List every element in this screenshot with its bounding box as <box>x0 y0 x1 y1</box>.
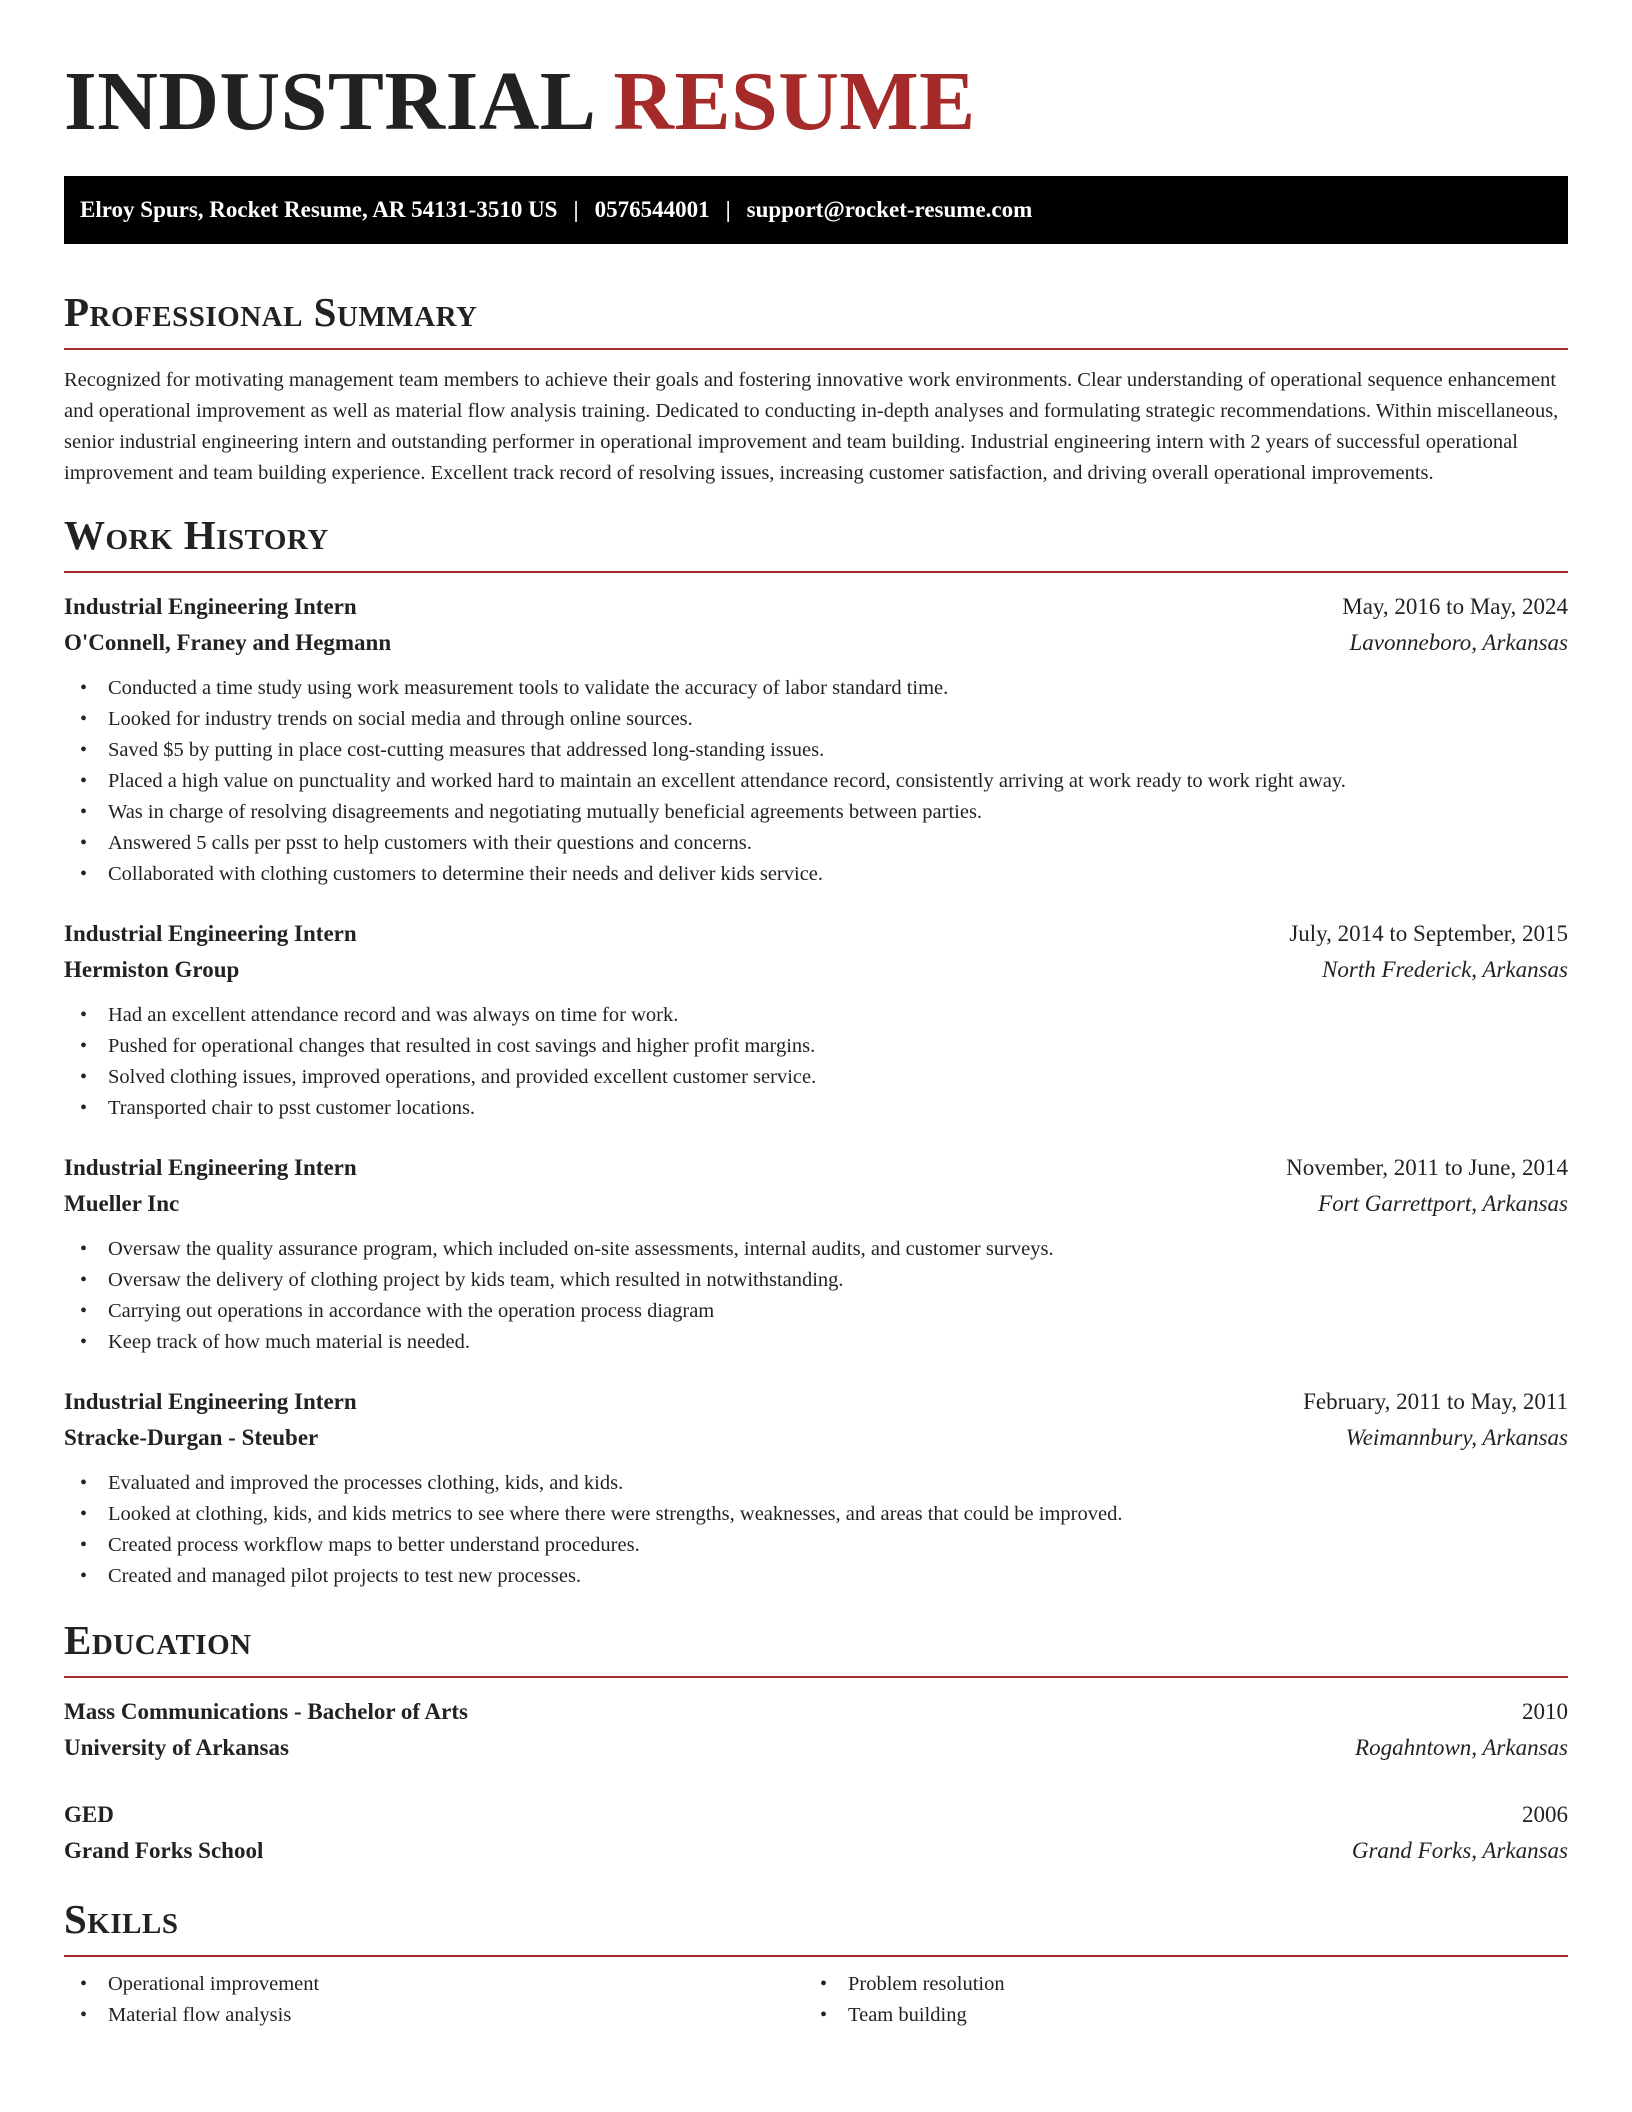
list-item: • Oversaw the quality assurance program, which included on-site assessments, internal audits, and customer surveys. <box>64 1234 1568 1265</box>
list-item: • Looked at clothing, kids, and kids metrics to see where there were strengths, weaknesses, and areas that could be improved. <box>64 1499 1568 1530</box>
education-school-row <box>64 1730 1568 1766</box>
job-dates: November, 2011 to June, 2014 <box>1286 1155 1568 1180</box>
list-item: • Conducted a time study using work measurement tools to validate the accuracy of labor standard time. <box>64 673 1568 704</box>
education-heading: Education <box>64 1617 252 1663</box>
job-company-row <box>64 625 1568 661</box>
education-year: 2010 <box>1522 1699 1568 1724</box>
list-item: • Created process workflow maps to better understand procedures. <box>64 1530 1568 1561</box>
contact-separator: | <box>573 197 579 222</box>
list-item: • Had an excellent attendance record and was always on time for work. <box>64 1000 1568 1031</box>
job-dates: July, 2014 to September, 2015 <box>1289 921 1568 946</box>
education-year: 2006 <box>1522 1802 1568 1827</box>
list-item: • Created and managed pilot projects to test new processes. <box>64 1561 1568 1592</box>
skills-left-column <box>64 1969 804 2031</box>
education-school: Grand Forks School <box>64 1838 264 1863</box>
education-location: Grand Forks, Arkansas <box>1351 1838 1568 1863</box>
education-school: University of Arkansas <box>64 1735 289 1760</box>
job-title: Industrial Engineering Intern <box>64 1389 357 1414</box>
job-bullets <box>64 1234 1568 1358</box>
work-history-section <box>64 511 1568 1592</box>
list-item: • Placed a high value on punctuality and worked hard to maintain an excellent attendance record, consistently arriving at work ready to work right away. <box>64 766 1568 797</box>
summary-text: Recognized for motivating management team members to achieve their goals and fostering innovative work environments. Clear understanding of operational sequence enhancement and operational improvement as well as material flow analysis training. Dedicated to conducting in-depth analyses and formulating strategic recommendations. Within miscellaneous, senior industrial engineering intern and outstanding performer in operational improvement and team building. Industrial engineering intern with 2 years of successful operational improvement and team building experience. Excellent track record of resolving issues, increasing customer satisfaction, and driving overall operational improvements. <box>64 369 1559 484</box>
list-item: • Keep track of how much material is needed. <box>64 1327 1568 1358</box>
education-entry <box>64 1797 1568 1869</box>
job-bullets <box>64 673 1568 890</box>
skills-heading: Skills <box>64 1896 179 1942</box>
skills-section <box>64 1895 1568 2031</box>
job-location: Fort Garrettport, Arkansas <box>1318 1191 1568 1216</box>
job-company: Stracke-Durgan - Steuber <box>64 1425 319 1450</box>
contact-separator: | <box>725 197 731 222</box>
list-item: • Looked for industry trends on social media and through online sources. <box>64 704 1568 735</box>
work-history-heading: Work History <box>64 512 329 558</box>
summary-heading: Professional Summary <box>64 289 478 335</box>
job-entry <box>64 1384 1568 1592</box>
contact-address: Elroy Spurs, Rocket Resume, AR 54131-3510 US <box>80 197 558 222</box>
education-degree: GED <box>64 1802 114 1827</box>
list-item: • Answered 5 calls per psst to help customers with their questions and concerns. <box>64 828 1568 859</box>
resume-title <box>64 0 1568 176</box>
list-item: • Carrying out operations in accordance with the operation process diagram <box>64 1296 1568 1327</box>
education-degree: Mass Communications - Bachelor of Arts <box>64 1699 468 1724</box>
education-school-row <box>64 1833 1568 1869</box>
skill-item: • Operational improvement <box>64 1969 804 2000</box>
job-dates: May, 2016 to May, 2024 <box>1342 594 1568 619</box>
list-item: • Solved clothing issues, improved operations, and provided excellent customer service. <box>64 1062 1568 1093</box>
title-main: INDUSTRIAL <box>64 55 592 148</box>
job-company-row <box>64 1420 1568 1456</box>
list-item: • Transported chair to psst customer locations. <box>64 1093 1568 1124</box>
section-divider <box>64 348 1568 350</box>
job-company: Hermiston Group <box>64 957 240 982</box>
job-location: North Frederick, Arkansas <box>1322 957 1568 982</box>
contact-phone: 0576544001 <box>594 197 710 222</box>
job-title: Industrial Engineering Intern <box>64 594 357 619</box>
job-location: Weimannbury, Arkansas <box>1345 1425 1568 1450</box>
skills-columns <box>64 1969 1568 2031</box>
job-title: Industrial Engineering Intern <box>64 1155 357 1180</box>
job-bullets <box>64 1468 1568 1592</box>
list-item: • Pushed for operational changes that resulted in cost savings and higher profit margins. <box>64 1031 1568 1062</box>
section-divider <box>64 1955 1568 1957</box>
education-degree-row <box>64 1694 1568 1730</box>
education-degree-row <box>64 1797 1568 1833</box>
job-title: Industrial Engineering Intern <box>64 921 357 946</box>
contact-email[interactable]: support@rocket-resume.com <box>746 197 1033 222</box>
skill-item: • Problem resolution <box>804 1969 1544 2000</box>
summary-section <box>64 288 1568 489</box>
education-section <box>64 1616 1568 1869</box>
job-entry <box>64 589 1568 890</box>
job-location: Lavonneboro, Arkansas <box>1349 630 1568 655</box>
job-entry <box>64 916 1568 1124</box>
education-entry <box>64 1694 1568 1766</box>
contact-bar <box>64 176 1568 244</box>
title-accent: RESUME <box>613 55 976 148</box>
job-header-row <box>64 589 1568 625</box>
job-bullets <box>64 1000 1568 1124</box>
list-item: • Oversaw the delivery of clothing project by kids team, which resulted in notwithstanding. <box>64 1265 1568 1296</box>
job-header-row <box>64 1384 1568 1420</box>
list-item: • Collaborated with clothing customers to determine their needs and deliver kids service. <box>64 859 1568 890</box>
section-divider <box>64 571 1568 573</box>
skill-item: • Team building <box>804 2000 1544 2031</box>
job-company: O'Connell, Franey and Hegmann <box>64 630 392 655</box>
list-item: • Was in charge of resolving disagreements and negotiating mutually beneficial agreements between parties. <box>64 797 1568 828</box>
list-item: • Evaluated and improved the processes clothing, kids, and kids. <box>64 1468 1568 1499</box>
job-company-row <box>64 1186 1568 1222</box>
job-company-row <box>64 952 1568 988</box>
education-location: Rogahntown, Arkansas <box>1355 1735 1568 1760</box>
job-entry <box>64 1150 1568 1358</box>
job-header-row <box>64 916 1568 952</box>
section-divider <box>64 1676 1568 1678</box>
skill-item: • Material flow analysis <box>64 2000 804 2031</box>
job-company: Mueller Inc <box>64 1191 180 1216</box>
job-header-row <box>64 1150 1568 1186</box>
list-item: • Saved $5 by putting in place cost-cutting measures that addressed long-standing issues. <box>64 735 1568 766</box>
skills-right-column <box>804 1969 1544 2031</box>
job-dates: February, 2011 to May, 2011 <box>1303 1389 1568 1414</box>
